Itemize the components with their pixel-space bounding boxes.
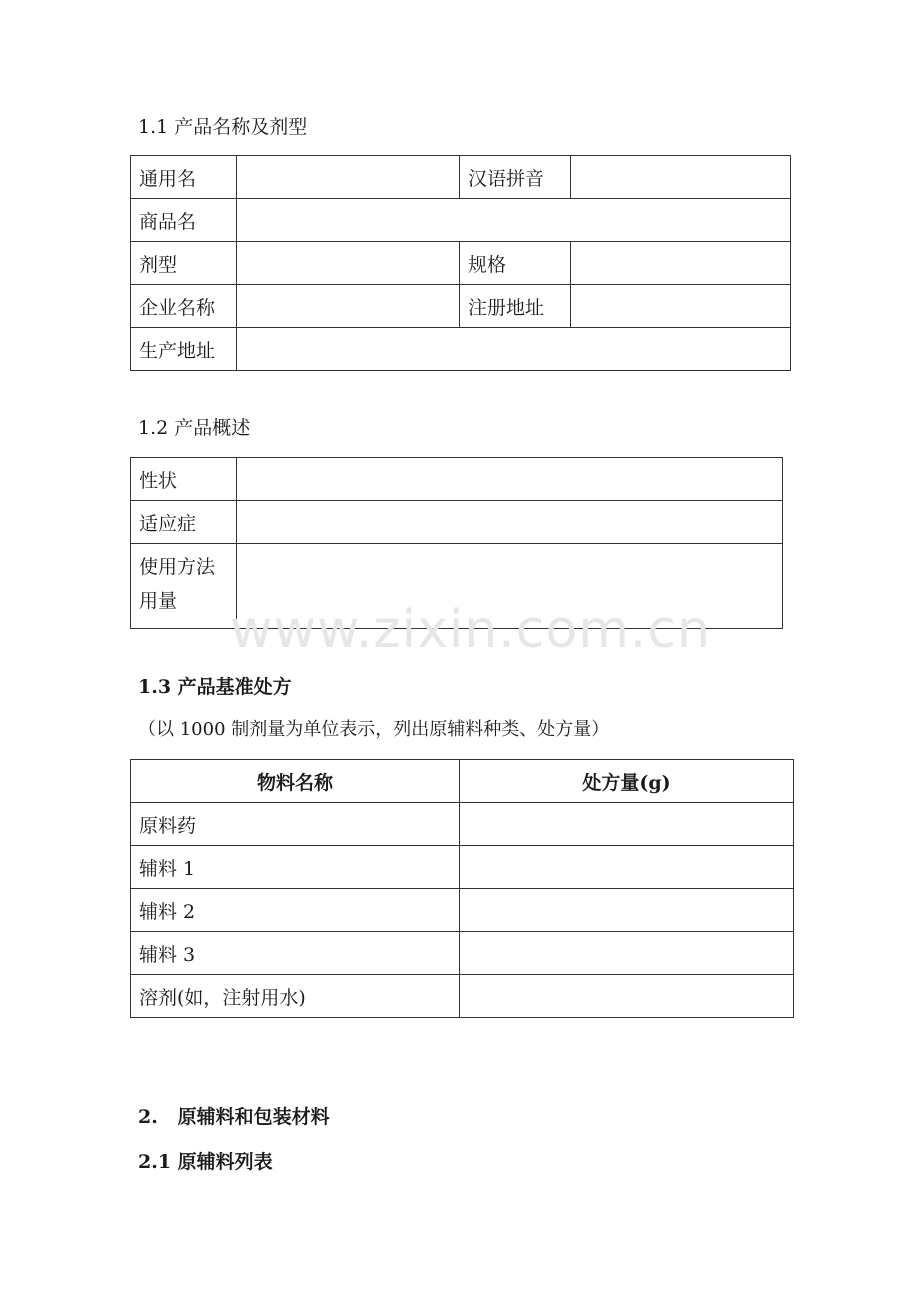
material-cell: 溶剂(如，注射用水) xyxy=(131,975,460,1018)
label-company-name: 企业名称 xyxy=(131,285,237,328)
generic-name-value xyxy=(237,156,460,199)
table-row xyxy=(131,803,794,846)
section-1-1-title: 1.1 产品名称及剂型 xyxy=(138,116,308,138)
indications-value xyxy=(237,501,783,544)
section-1-3-note: （以 1000 制剂量为单位表示，列出原辅料种类、处方量） xyxy=(138,719,610,740)
appearance-value xyxy=(237,458,783,501)
production-address-value xyxy=(237,328,791,371)
product-name-table xyxy=(130,155,791,371)
product-overview-table xyxy=(130,457,783,629)
amount-cell xyxy=(460,889,794,932)
table-row xyxy=(131,846,794,889)
table-row xyxy=(131,458,783,501)
table-row xyxy=(131,156,791,199)
watermark-text: www.zixin.com.cn xyxy=(230,600,711,660)
specification-value xyxy=(571,242,791,285)
amount-cell xyxy=(460,975,794,1018)
section-1-3-title: 1.3 产品基准处方 xyxy=(138,676,292,698)
section-2-title: 2. 原辅料和包装材料 xyxy=(138,1106,330,1128)
table-row xyxy=(131,932,794,975)
amount-cell xyxy=(460,932,794,975)
header-material-name: 物料名称 xyxy=(131,760,460,803)
material-cell: 辅料 2 xyxy=(131,889,460,932)
table-row xyxy=(131,975,794,1018)
trade-name-value xyxy=(237,199,791,242)
material-cell: 辅料 1 xyxy=(131,846,460,889)
table-row xyxy=(131,889,794,932)
label-registered-address: 注册地址 xyxy=(460,285,571,328)
usage-dosage-value xyxy=(237,544,783,629)
label-appearance: 性状 xyxy=(131,458,237,501)
label-usage-dosage xyxy=(131,544,237,629)
label-generic-name: 通用名 xyxy=(131,156,237,199)
dosage-form-value xyxy=(237,242,460,285)
table-row xyxy=(131,501,783,544)
label-specification: 规格 xyxy=(460,242,571,285)
header-amount: 处方量(g) xyxy=(460,760,794,803)
registered-address-value xyxy=(571,285,791,328)
table-row xyxy=(131,285,791,328)
label-production-address: 生产地址 xyxy=(131,328,237,371)
material-cell: 辅料 3 xyxy=(131,932,460,975)
table-row xyxy=(131,199,791,242)
label-indications: 适应症 xyxy=(131,501,237,544)
pinyin-value xyxy=(571,156,791,199)
table-row xyxy=(131,242,791,285)
label-trade-name: 商品名 xyxy=(131,199,237,242)
company-name-value xyxy=(237,285,460,328)
table-row xyxy=(131,544,783,629)
material-cell: 原料药 xyxy=(131,803,460,846)
formula-table xyxy=(130,759,794,1018)
table-header-row xyxy=(131,760,794,803)
label-dosage-form: 剂型 xyxy=(131,242,237,285)
section-2-1-title: 2.1 原辅料列表 xyxy=(138,1151,273,1173)
label-usage-line2: 用量 xyxy=(139,590,178,612)
label-usage-line1: 使用方法 xyxy=(139,556,216,578)
table-row xyxy=(131,328,791,371)
amount-cell xyxy=(460,803,794,846)
label-pinyin: 汉语拼音 xyxy=(460,156,571,199)
section-1-2-title: 1.2 产品概述 xyxy=(138,417,251,439)
amount-cell xyxy=(460,846,794,889)
